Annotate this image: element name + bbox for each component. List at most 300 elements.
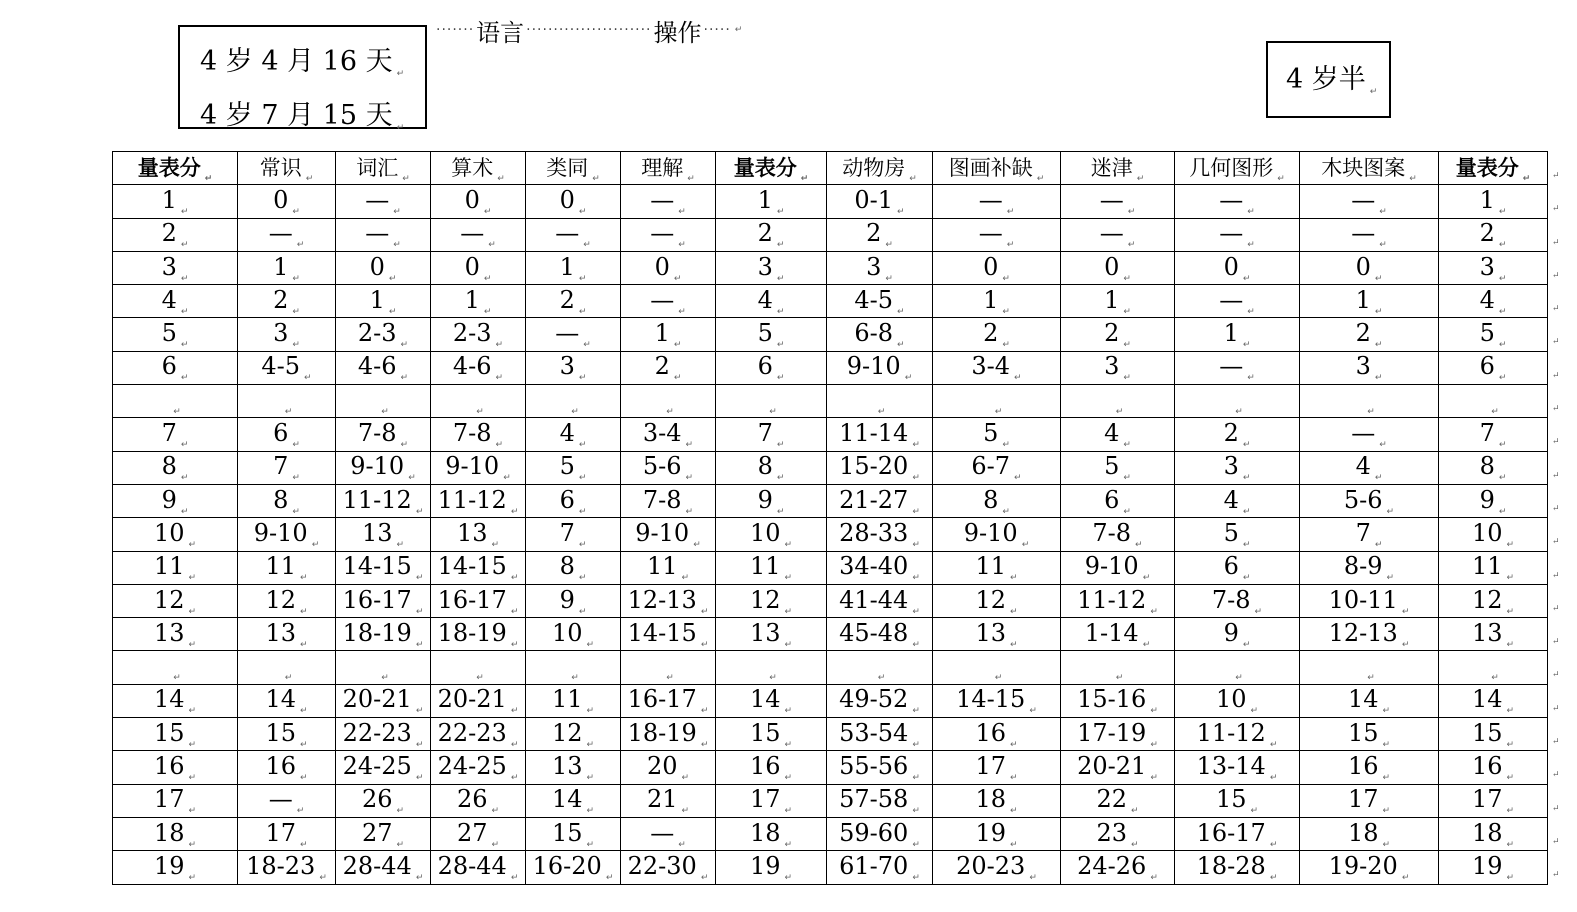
table-cell: 5 $_↵$ [716,318,827,351]
table-cell: 9 $_↵$ [526,584,621,617]
table-cell: 6-7 $_↵$ [933,451,1061,484]
table-cell: 17 $_↵$ [1439,784,1548,817]
table-row [113,718,1548,751]
half-year-box: 4 岁半 $_↵$ [1266,41,1391,118]
table-cell: ↵ [526,385,621,418]
table-cell: ↵ [431,385,526,418]
table-cell: 28-44 $_↵$ [336,851,431,884]
table-cell: 14 $_↵$ [716,684,827,717]
table-cell: 14 $_↵$ [238,684,336,717]
table-cell: 2 $_↵$ [238,285,336,318]
table-cell: 8 $_↵$ [933,484,1061,517]
table-row [113,318,1548,351]
table-cell: 11 $_↵$ [933,551,1061,584]
table-cell: 18-19 $_↵$ [621,718,716,751]
table-cell: 10 $_↵$ [1175,684,1300,717]
table-cell: 12 $_↵$ [1439,584,1548,617]
table-cell: 3-4 $_↵$ [621,418,716,451]
table-cell: — $_↵$ [431,218,526,251]
table-cell: 14 $_↵$ [1439,684,1548,717]
table-cell: 18-19 $_↵$ [336,618,431,651]
table-cell: 6 $_↵$ [526,484,621,517]
row-end-mark: ↵ [1552,803,1560,814]
table-cell: ↵ [238,385,336,418]
table-cell: ↵ [1439,385,1548,418]
table-cell: 26 $_↵$ [431,784,526,817]
table-cell: ↵ [1061,651,1175,684]
table-cell: 12 $_↵$ [526,718,621,751]
leader-dots: ······· [436,22,475,38]
table-cell: 6 $_↵$ [1439,351,1548,384]
table-cell: 20-23 $_↵$ [933,851,1061,884]
table-cell: 0 $_↵$ [431,251,526,284]
age-range-start: 4 岁 4 月 16 天 $_↵$ [200,46,405,79]
table-cell: 6 $_↵$ [238,418,336,451]
table-cell: ↵ [1300,651,1439,684]
table-cell: — $_↵$ [933,218,1061,251]
table-cell: 41-44 $_↵$ [827,584,933,617]
table-cell: 15 $_↵$ [1175,784,1300,817]
table-cell: 0 $_↵$ [1061,251,1175,284]
table-cell: 5 $_↵$ [933,418,1061,451]
table-row [113,518,1548,551]
table-cell: ↵ [827,385,933,418]
column-header: 理解 $_↵$ [621,152,716,185]
row-end-mark: ↵ [1552,404,1560,415]
table-cell: ↵ [526,651,621,684]
table-cell: 2 $_↵$ [1061,318,1175,351]
table-cell: 16 $_↵$ [113,751,238,784]
table-header-row [113,152,1548,185]
table-cell: 8-9 $_↵$ [1300,551,1439,584]
table-cell: 17 $_↵$ [933,751,1061,784]
table-cell: 11-12 $_↵$ [431,484,526,517]
table-cell: 1 $_↵$ [1439,185,1548,218]
table-cell: 1 $_↵$ [238,251,336,284]
table-cell: 2-3 $_↵$ [431,318,526,351]
table-cell: — $_↵$ [1175,218,1300,251]
table-cell: 18 $_↵$ [1300,817,1439,850]
table-cell: 9-10 $_↵$ [827,351,933,384]
table-cell: 9 $_↵$ [716,484,827,517]
table-cell: ↵ [113,651,238,684]
table-row [113,551,1548,584]
table-cell: 0 $_↵$ [1300,251,1439,284]
table-cell: 13 $_↵$ [238,618,336,651]
row-end-mark: ↵ [1552,370,1560,381]
table-cell: 16-20 $_↵$ [526,851,621,884]
table-cell: 14 $_↵$ [1300,684,1439,717]
table-cell: 4 $_↵$ [526,418,621,451]
table-row [113,618,1548,651]
table-cell: 8 $_↵$ [238,484,336,517]
table-cell: 2 $_↵$ [1175,418,1300,451]
table-cell: 18 $_↵$ [716,817,827,850]
table-cell: — $_↵$ [1175,351,1300,384]
table-cell: — $_↵$ [621,285,716,318]
table-cell: 6 $_↵$ [1061,484,1175,517]
table-cell: 10-11 $_↵$ [1300,584,1439,617]
table-cell: 12-13 $_↵$ [621,584,716,617]
table-cell: — $_↵$ [621,218,716,251]
table-cell: ↵ [1061,385,1175,418]
table-cell: 1-14 $_↵$ [1061,618,1175,651]
column-header: 类同 $_↵$ [526,152,621,185]
table-row [113,817,1548,850]
table-cell: — $_↵$ [1300,218,1439,251]
table-cell: 14 $_↵$ [113,684,238,717]
table-cell: 4-6 $_↵$ [431,351,526,384]
table-row [113,418,1548,451]
table-row [113,651,1548,684]
table-cell: 1 $_↵$ [113,185,238,218]
table-cell: 2 $_↵$ [621,351,716,384]
column-header: 常识 $_↵$ [238,152,336,185]
table-cell: ↵ [1175,651,1300,684]
table-cell: 34-40 $_↵$ [827,551,933,584]
table-cell: ↵ [716,385,827,418]
table-cell: 18-19 $_↵$ [431,618,526,651]
column-header: 几何图形 $_↵$ [1175,152,1300,185]
table-cell: 7-8 $_↵$ [621,484,716,517]
table-cell: 5 $_↵$ [526,451,621,484]
table-cell: 7-8 $_↵$ [431,418,526,451]
table-cell: 19 $_↵$ [716,851,827,884]
column-header: 动物房 $_↵$ [827,152,933,185]
row-end-mark: ↵ [1552,870,1560,881]
table-cell: 7 $_↵$ [238,451,336,484]
table-cell: ↵ [431,651,526,684]
table-row [113,584,1548,617]
table-cell: 1 $_↵$ [933,285,1061,318]
row-end-mark: ↵ [1552,304,1560,315]
table-cell: 15 $_↵$ [113,718,238,751]
table-cell: 20-21 $_↵$ [431,684,526,717]
table-cell: 9-10 $_↵$ [336,451,431,484]
row-end-marks [1552,151,1566,884]
table-cell: 24-26 $_↵$ [1061,851,1175,884]
table-cell: 18 $_↵$ [1439,817,1548,850]
section-header-row: ······· 语言 ······················· 操作 ····· ↵ [436,13,742,47]
table-cell: 2 $_↵$ [1300,318,1439,351]
table-cell: 19 $_↵$ [933,817,1061,850]
table-cell: ↵ [113,385,238,418]
table-cell: ↵ [1439,651,1548,684]
table-cell: 15 $_↵$ [1300,718,1439,751]
table-cell: 7-8 $_↵$ [1175,584,1300,617]
table-cell: 5 $_↵$ [1175,518,1300,551]
table-cell: 2 $_↵$ [1439,218,1548,251]
table-cell: 5-6 $_↵$ [1300,484,1439,517]
table-cell: 17 $_↵$ [1300,784,1439,817]
table-cell: 16 $_↵$ [716,751,827,784]
table-cell: 3 $_↵$ [1175,451,1300,484]
table-cell: 7 $_↵$ [1300,518,1439,551]
table-cell: ↵ [716,651,827,684]
table-cell: 0 $_↵$ [336,251,431,284]
table-cell: — $_↵$ [1061,185,1175,218]
table-row [113,185,1548,218]
column-header: 迷津 $_↵$ [1061,152,1175,185]
table-cell: 7 $_↵$ [113,418,238,451]
table-cell: 0 $_↵$ [431,185,526,218]
table-cell: 16 $_↵$ [1300,751,1439,784]
table-cell: 0 $_↵$ [526,185,621,218]
table-cell: 21-27 $_↵$ [827,484,933,517]
table-row [113,218,1548,251]
table-cell: 10 $_↵$ [526,618,621,651]
table-cell: 53-54 $_↵$ [827,718,933,751]
table-cell: ↵ [238,651,336,684]
row-end-mark: ↵ [1552,836,1560,847]
column-header: 算术 $_↵$ [431,152,526,185]
table-cell: 8 $_↵$ [113,451,238,484]
table-cell: 1 $_↵$ [621,318,716,351]
row-end-mark: ↵ [1552,703,1560,714]
row-end-mark: ↵ [1552,737,1560,748]
table-cell: 12 $_↵$ [933,584,1061,617]
column-header: 词汇 $_↵$ [336,152,431,185]
table-cell: 0 $_↵$ [621,251,716,284]
table-cell: — $_↵$ [238,218,336,251]
table-row [113,251,1548,284]
table-row [113,351,1548,384]
table-cell: 8 $_↵$ [716,451,827,484]
table-cell: 14 $_↵$ [526,784,621,817]
table-cell: ↵ [1175,385,1300,418]
table-cell: 24-25 $_↵$ [431,751,526,784]
table-cell: 9-10 $_↵$ [1061,551,1175,584]
table-cell: 11-12 $_↵$ [336,484,431,517]
table-cell: 16-17 $_↵$ [431,584,526,617]
table-row [113,784,1548,817]
table-cell: 15 $_↵$ [238,718,336,751]
table-cell: — $_↵$ [1175,185,1300,218]
table-cell: 27 $_↵$ [336,817,431,850]
table-cell: — $_↵$ [933,185,1061,218]
table-cell: ↵ [621,385,716,418]
table-cell: 2 $_↵$ [716,218,827,251]
table-cell: 7 $_↵$ [716,418,827,451]
table-cell: 9 $_↵$ [113,484,238,517]
table-cell: 10 $_↵$ [113,518,238,551]
table-cell: 22-30 $_↵$ [621,851,716,884]
table-cell: 3 $_↵$ [113,251,238,284]
table-cell: — $_↵$ [238,784,336,817]
table-cell: 13-14 $_↵$ [1175,751,1300,784]
table-cell: 2 $_↵$ [113,218,238,251]
table-cell: 23 $_↵$ [1061,817,1175,850]
table-cell: 5 $_↵$ [1439,318,1548,351]
table-cell: 1 $_↵$ [716,185,827,218]
column-header: 量表分 $_↵$ [113,152,238,185]
table-cell: 28-33 $_↵$ [827,518,933,551]
table-cell: 3 $_↵$ [238,318,336,351]
table-cell: ↵ [827,651,933,684]
table-cell: 18 $_↵$ [113,817,238,850]
table-cell: 9-10 $_↵$ [238,518,336,551]
table-cell: 15 $_↵$ [1439,718,1548,751]
table-cell: — $_↵$ [1300,185,1439,218]
table-row [113,484,1548,517]
table-cell: 21 $_↵$ [621,784,716,817]
age-range-box [178,25,427,133]
table-cell: 27 $_↵$ [431,817,526,850]
table-cell: 20-21 $_↵$ [1061,751,1175,784]
table-cell: 55-56 $_↵$ [827,751,933,784]
table-cell: 28-44 $_↵$ [431,851,526,884]
table-cell: 11-14 $_↵$ [827,418,933,451]
table-cell: 26 $_↵$ [336,784,431,817]
table-cell: 5-6 $_↵$ [621,451,716,484]
table-cell: 4-5 $_↵$ [827,285,933,318]
column-header: 量表分 $_↵$ [1439,152,1548,185]
table-cell: 13 $_↵$ [336,518,431,551]
row-end-mark: ↵ [1552,270,1560,281]
row-end-mark: ↵ [1552,770,1560,781]
table-cell: 11 $_↵$ [716,551,827,584]
table-cell: ↵ [621,651,716,684]
table-cell: ↵ [1300,385,1439,418]
table-cell: 2 $_↵$ [933,318,1061,351]
table-cell: 2 $_↵$ [526,285,621,318]
table-cell: 45-48 $_↵$ [827,618,933,651]
table-cell: 9-10 $_↵$ [933,518,1061,551]
table-row [113,385,1548,418]
column-header: 木块图案 $_↵$ [1300,152,1439,185]
table-cell: 11 $_↵$ [526,684,621,717]
row-end-mark: ↵ [1552,437,1560,448]
table-cell: 59-60 $_↵$ [827,817,933,850]
table-cell: 8 $_↵$ [526,551,621,584]
table-body [113,185,1548,884]
table-cell: — $_↵$ [1300,418,1439,451]
table-cell: 1 $_↵$ [336,285,431,318]
table-cell: 7-8 $_↵$ [336,418,431,451]
table-cell: 12-13 $_↵$ [1300,618,1439,651]
row-end-mark: ↵ [1552,470,1560,481]
table-cell: ↵ [336,651,431,684]
table-cell: 0 $_↵$ [933,251,1061,284]
table-cell: 3 $_↵$ [1439,251,1548,284]
table-cell: 3 $_↵$ [1061,351,1175,384]
table-cell: 20-21 $_↵$ [336,684,431,717]
table-cell: 16 $_↵$ [1439,751,1548,784]
table-cell: 9-10 $_↵$ [621,518,716,551]
verbal-section-label: 语言 [476,18,525,47]
table-cell: 9-10 $_↵$ [431,451,526,484]
table-cell: 3 $_↵$ [1300,351,1439,384]
table-cell: 22-23 $_↵$ [336,718,431,751]
table-cell: 17 $_↵$ [113,784,238,817]
table-cell: 20 $_↵$ [621,751,716,784]
table-cell: — $_↵$ [1175,285,1300,318]
table-cell: ↵ [336,385,431,418]
table-cell: ↵ [933,385,1061,418]
table-cell: 6 $_↵$ [1175,551,1300,584]
column-header: 图画补缺 $_↵$ [933,152,1061,185]
table-cell: 19 $_↵$ [113,851,238,884]
table-cell: 9 $_↵$ [1175,618,1300,651]
table-cell: 11 $_↵$ [1439,551,1548,584]
table-cell: 8 $_↵$ [1439,451,1548,484]
row-end-mark: ↵ [1552,503,1560,514]
table-cell: 11 $_↵$ [113,551,238,584]
table-cell: 4 $_↵$ [1061,418,1175,451]
table-cell: 7-8 $_↵$ [1061,518,1175,551]
table-cell: 15 $_↵$ [526,817,621,850]
table-cell: — $_↵$ [336,218,431,251]
row-end-mark: ↵ [1552,204,1560,215]
table-cell: 4-5 $_↵$ [238,351,336,384]
table-cell: ↵ [933,651,1061,684]
column-header: 量表分 $_↵$ [716,152,827,185]
table-cell: 11 $_↵$ [621,551,716,584]
table-cell: 13 $_↵$ [933,618,1061,651]
table-cell: 1 $_↵$ [1300,285,1439,318]
table-cell: 4 $_↵$ [1300,451,1439,484]
table-cell: — $_↵$ [526,218,621,251]
performance-section-label: 操作 [653,18,702,47]
table-cell: 19 $_↵$ [1439,851,1548,884]
table-cell: 16 $_↵$ [933,718,1061,751]
table-cell: 10 $_↵$ [1439,518,1548,551]
age-range-end: 4 岁 7 月 15 天 $_↵$ [200,100,405,133]
table-row [113,451,1548,484]
table-cell: — $_↵$ [526,318,621,351]
table-cell: 22 $_↵$ [1061,784,1175,817]
row-end-mark: ↵ [1552,670,1560,681]
table-cell: 4 $_↵$ [113,285,238,318]
table-cell: 6-8 $_↵$ [827,318,933,351]
table-cell: 5 $_↵$ [1061,451,1175,484]
table-cell: 7 $_↵$ [526,518,621,551]
table-cell: 24-25 $_↵$ [336,751,431,784]
table-cell: 12 $_↵$ [716,584,827,617]
table-cell: 14-15 $_↵$ [431,551,526,584]
table-row [113,751,1548,784]
table-row [113,684,1548,717]
table-cell: 4 $_↵$ [716,285,827,318]
table-cell: 4 $_↵$ [1175,484,1300,517]
table-cell: 14-15 $_↵$ [621,618,716,651]
table-cell: 13 $_↵$ [1439,618,1548,651]
leader-dots: ······················· [526,22,652,38]
table-cell: 14-15 $_↵$ [336,551,431,584]
table-cell: 13 $_↵$ [113,618,238,651]
table-cell: 3 $_↵$ [827,251,933,284]
table-cell: 4 $_↵$ [1439,285,1548,318]
table-cell: 15 $_↵$ [716,718,827,751]
table-cell: — $_↵$ [336,185,431,218]
table-cell: 18 $_↵$ [933,784,1061,817]
row-end-mark: ↵ [1552,537,1560,548]
table-cell: 16-17 $_↵$ [336,584,431,617]
table-row [113,851,1548,884]
table-cell: 11-12 $_↵$ [1061,584,1175,617]
table-cell: 12 $_↵$ [113,584,238,617]
row-end-mark: ↵ [1552,337,1560,348]
table-cell: 1 $_↵$ [526,251,621,284]
table-cell: 11-12 $_↵$ [1175,718,1300,751]
table-cell: 61-70 $_↵$ [827,851,933,884]
table-cell: 19-20 $_↵$ [1300,851,1439,884]
table-cell: 0 $_↵$ [1175,251,1300,284]
table-cell: 3 $_↵$ [716,251,827,284]
table-cell: 49-52 $_↵$ [827,684,933,717]
table-row [113,285,1548,318]
table-cell: 6 $_↵$ [113,351,238,384]
